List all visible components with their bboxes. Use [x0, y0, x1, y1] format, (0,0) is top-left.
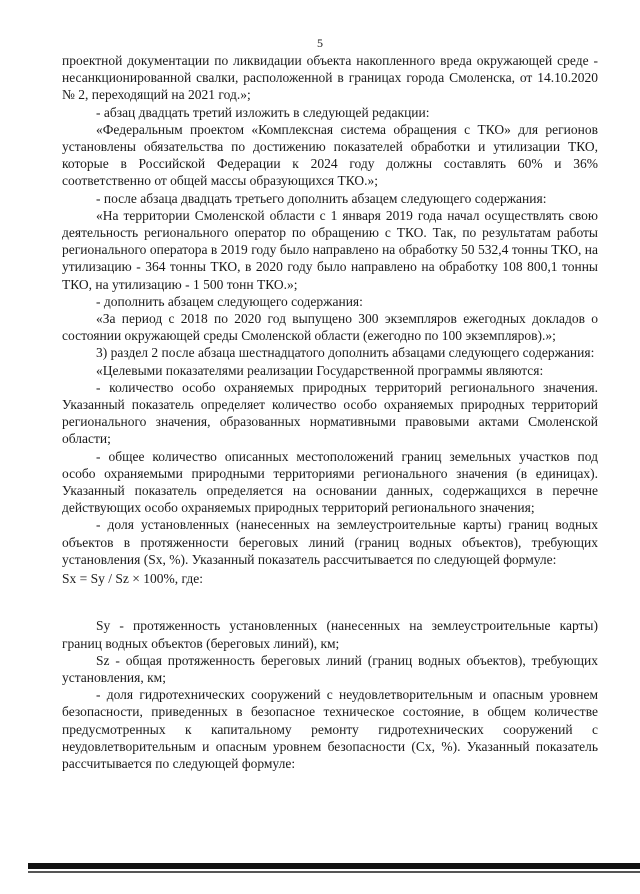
- formula: Sx = Sy / Sz × 100%, где:: [62, 571, 203, 587]
- paragraph: 3) раздел 2 после абзаца шестнадцатого дополнить абзацами следующего содержания:: [96, 345, 595, 361]
- paragraph: Sz - общая протяженность береговых линий (границ водных объектов), требующих установления, км;: [62, 652, 598, 685]
- paragraph: «На территории Смоленской области с 1 января 2019 года начал осуществлять свою деятельность регионального оператор по обращению с ТКО. Так, по результатам работы регионального оператора в 2019 году было направлено на обработку 50 532,4 тонны ТКО, на утилизацию - 364 тонны ТКО, в 2020 году было направлено на обработку 108 800,1 тонны ТКО, на утилизацию - 1 500 тонн ТКО.»;: [62, 207, 598, 292]
- paragraph: - общее количество описанных местоположений границ земельных участков под особо охраняемыми природными территориями регионального значения (в единицах). Указанный показатель определяется на основании данных, содержащихся в перечне действующих особо охраняемых природных территорий регионального значения;: [62, 448, 598, 516]
- paragraph: «Целевыми показателями реализации Государственной программы являются:: [96, 362, 544, 378]
- document-body: [62, 52, 598, 772]
- paragraph: - количество особо охраняемых природных территорий регионального значения. Указанный показатель определяет количество особо охраняемых природных территорий регионального значения, образованных нормативными правовыми актами Смоленской области;: [62, 379, 598, 447]
- paragraph: «Федеральным проектом «Комплексная система обращения с ТКО» для регионов установлены обязательства по достижению показателей обработки и утилизации ТКО, которые в Российской Федерации к 2024 году должны составлять 60% и 36% соответственно от общей массы образующихся ТКО.»;: [62, 121, 598, 189]
- paragraph: «За период с 2018 по 2020 год выпущено 300 экземпляров ежегодных докладов о состоянии окружающей среды Смоленской области (ежегодно по 100 экземпляров).»;: [62, 311, 598, 344]
- scan-edge-bar: [28, 863, 640, 869]
- paragraph: - абзац двадцать третий изложить в следующей редакции:: [96, 104, 430, 120]
- paragraph: проектной документации по ликвидации объекта накопленного вреда окружающей среде - несанкционированной свалки, расположенной в границах города Смоленска, от 14.10.2020 № 2, переходящий на 2021 год.»;: [62, 53, 598, 103]
- paragraph: - доля установленных (нанесенных на землеустроительные карты) границ водных объектов в протяженности береговых линий (границ водных объектов), требующих установления (Sх, %). Указанный показатель рассчитывается по следующей формуле:: [62, 517, 598, 567]
- paragraph: - доля гидротехнических сооружений с неудовлетворительным и опасным уровнем безопасности, приведенных в безопасное техническое состояние, в общем количестве предусмотренных к капитальному ремонту гидротехнических сооружений с неудовлетворительным и опасным уровнем безопасности (Сх, %). Указанный показатель рассчитывается по следующей формуле:: [62, 687, 598, 771]
- scan-edge-line: [28, 871, 640, 873]
- paragraph: - после абзаца двадцать третьего дополнить абзацем следующего содержания:: [96, 190, 547, 206]
- paragraph: - дополнить абзацем следующего содержания:: [96, 293, 363, 309]
- page-number: 5: [317, 36, 323, 50]
- paragraph: Sy - протяженность установленных (нанесенных на землеустроительные карты) границ водных объектов (береговых линий), км;: [62, 618, 598, 651]
